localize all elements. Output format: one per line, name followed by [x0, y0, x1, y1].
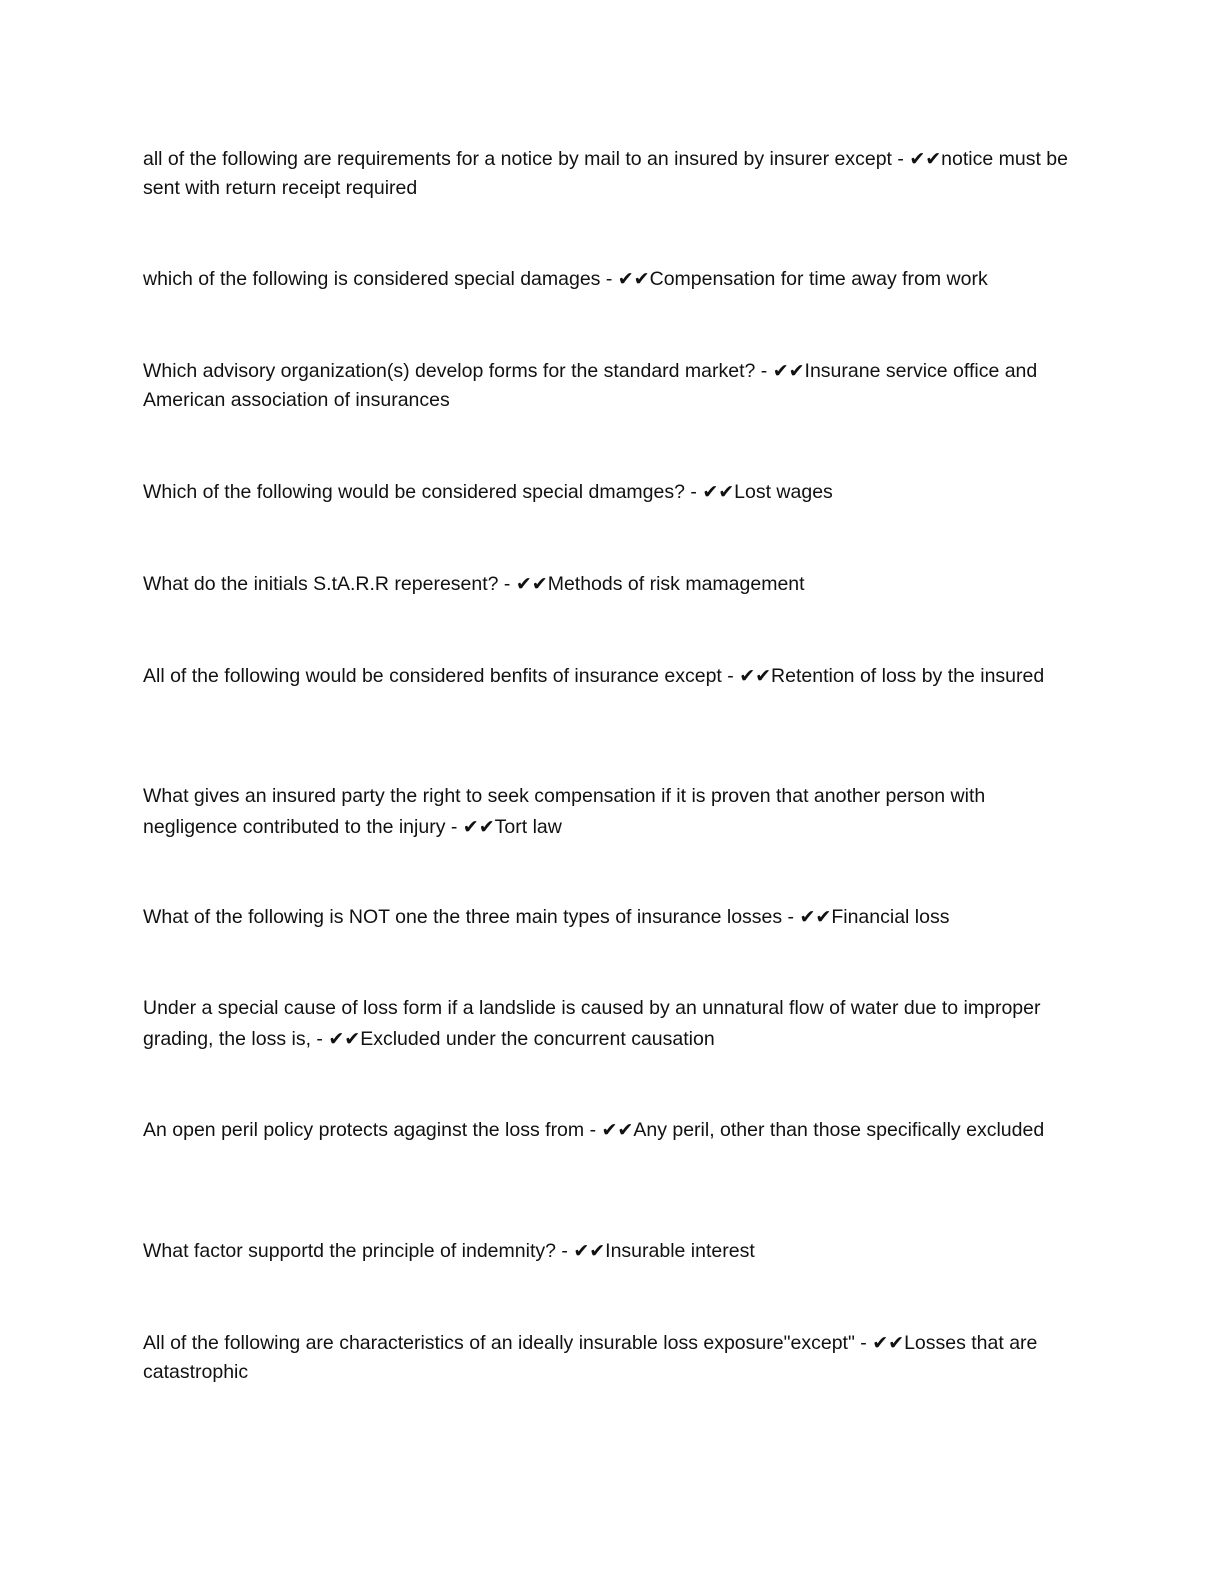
double-check-icon: ✔✔: [909, 148, 942, 170]
question-text: What of the following is NOT one the three main types of insurance losses: [143, 906, 783, 928]
answer-text: Insurane service office and American association of insurances: [143, 360, 1038, 411]
separator: -: [721, 665, 740, 687]
answer-text: Lost wages: [734, 481, 833, 503]
qa-item: [143, 1116, 1073, 1145]
double-check-icon: ✔✔: [702, 481, 735, 503]
answer-text: notice must be sent with return receipt required: [143, 148, 1068, 199]
qa-item: [143, 265, 1073, 294]
answer-text: Retention of loss by the insured: [771, 665, 1045, 687]
question-text: What do the initials S.tA.R.R reperesent?: [143, 573, 499, 595]
separator: -: [782, 906, 800, 928]
double-check-icon: ✔✔: [515, 573, 548, 595]
qa-item: [143, 145, 1073, 203]
answer-text: Losses that are catastrophic: [143, 1332, 1038, 1383]
question-text: Which of the following would be considered special dmamges?: [143, 481, 685, 503]
answer-text: Methods of risk mamagement: [547, 573, 805, 595]
double-check-icon: ✔✔: [601, 1119, 634, 1141]
separator: -: [311, 1028, 329, 1050]
separator: -: [854, 1332, 873, 1354]
qa-item: [143, 1237, 1073, 1266]
separator: -: [891, 148, 910, 170]
answer-text: Insurable interest: [605, 1240, 755, 1262]
separator: -: [498, 573, 516, 595]
double-check-icon: ✔✔: [872, 1332, 905, 1354]
double-check-icon: ✔✔: [772, 360, 805, 382]
qa-item: [143, 781, 1073, 843]
qa-item: [143, 357, 1073, 415]
question-text: which of the following is considered special damages: [143, 268, 601, 290]
answer-text: Excluded under the concurrent causation: [360, 1028, 715, 1050]
qa-item: [143, 903, 1073, 932]
qa-item: [143, 993, 1073, 1055]
question-text: All of the following would be considered benfits of insurance except: [143, 665, 722, 687]
separator: -: [600, 268, 618, 290]
answer-text: Any peril, other than those specifically excluded: [633, 1119, 1045, 1141]
separator: -: [555, 1240, 574, 1262]
double-check-icon: ✔✔: [328, 1028, 361, 1050]
separator: -: [445, 816, 463, 838]
separator: -: [684, 481, 703, 503]
separator: -: [584, 1119, 602, 1141]
question-text: all of the following are requirements for a notice by mail to an insured by insurer except: [143, 148, 892, 170]
answer-text: Compensation for time away from work: [649, 268, 988, 290]
question-text: What gives an insured party the right to seek compensation if it is proven that another person with negligence contributed to the injury: [143, 785, 986, 838]
double-check-icon: ✔✔: [573, 1240, 606, 1262]
double-check-icon: ✔✔: [617, 268, 650, 290]
double-check-icon: ✔✔: [799, 906, 832, 928]
question-text: Under a special cause of loss form if a landslide is caused by an unnatural flow of water due to improper grading, the loss is,: [143, 997, 1041, 1050]
question-text: An open peril policy protects agaginst the loss from: [143, 1119, 585, 1141]
double-check-icon: ✔✔: [462, 816, 495, 838]
qa-item: [143, 478, 1073, 507]
question-text: Which advisory organization(s) develop forms for the standard market?: [143, 360, 756, 382]
answer-text: Financial loss: [831, 906, 950, 928]
answer-text: Tort law: [494, 816, 562, 838]
double-check-icon: ✔✔: [739, 665, 772, 687]
question-text: What factor supportd the principle of indemnity?: [143, 1240, 556, 1262]
question-text: All of the following are characteristics of an ideally insurable loss exposure"except": [143, 1332, 855, 1354]
qa-item: [143, 662, 1073, 691]
separator: -: [755, 360, 773, 382]
qa-item: [143, 570, 1073, 599]
qa-item: [143, 1329, 1073, 1387]
